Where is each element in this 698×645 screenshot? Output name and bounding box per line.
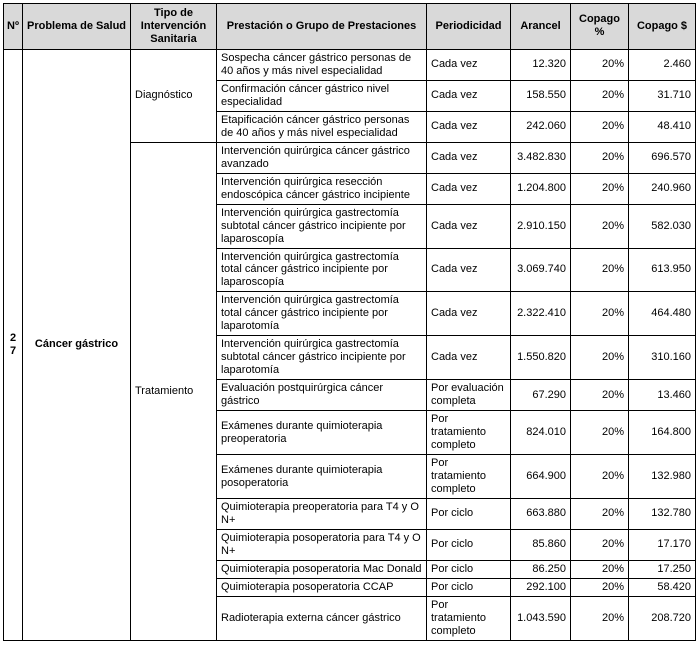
copago-monto-cell: 48.410 (629, 111, 696, 142)
col-header-numero: Nº (4, 4, 23, 50)
copago-pct-cell: 20% (571, 248, 629, 292)
col-header-tipo-intervencion: Tipo de Intervención Sanitaria (131, 4, 217, 50)
periodicidad-cell: Por ciclo (427, 498, 511, 529)
copago-pct-cell: 20% (571, 336, 629, 380)
arancel-cell: 1.204.800 (511, 173, 571, 204)
copago-pct-cell: 20% (571, 173, 629, 204)
periodicidad-cell: Cada vez (427, 173, 511, 204)
header-row (4, 4, 696, 50)
prestacion-cell: Radioterapia externa cáncer gástrico (217, 596, 427, 640)
tipo-intervencion-cell: Tratamiento (131, 142, 217, 640)
arancel-cell: 67.290 (511, 380, 571, 411)
tipo-intervencion-cell: Diagnóstico (131, 49, 217, 142)
copago-pct-cell: 20% (571, 49, 629, 80)
col-header-copago-pct: Copago % (571, 4, 629, 50)
copago-monto-cell: 17.250 (629, 560, 696, 578)
copago-monto-cell: 696.570 (629, 142, 696, 173)
prestacion-cell: Quimioterapia posoperatoria para T4 y O N+ (217, 529, 427, 560)
copago-pct-cell: 20% (571, 380, 629, 411)
periodicidad-cell: Cada vez (427, 292, 511, 336)
copago-pct-cell: 20% (571, 80, 629, 111)
periodicidad-cell: Por ciclo (427, 560, 511, 578)
copago-monto-cell: 582.030 (629, 204, 696, 248)
copago-pct-cell: 20% (571, 292, 629, 336)
copago-monto-cell: 132.780 (629, 498, 696, 529)
prestacion-cell: Intervención quirúrgica gastrectomía subtotal cáncer gástrico incipiente por laparotomía (217, 336, 427, 380)
arancel-cell: 663.880 (511, 498, 571, 529)
arancel-cell: 1.043.590 (511, 596, 571, 640)
arancel-cell: 158.550 (511, 80, 571, 111)
periodicidad-cell: Cada vez (427, 336, 511, 380)
copago-monto-cell: 17.170 (629, 529, 696, 560)
prestacion-cell: Intervención quirúrgica cáncer gástrico avanzado (217, 142, 427, 173)
prestacion-cell: Intervención quirúrgica gastrectomía total cáncer gástrico incipiente por laparotomía (217, 292, 427, 336)
prestacion-cell: Intervención quirúrgica resección endoscópica cáncer gástrico incipiente (217, 173, 427, 204)
prestacion-cell: Evaluación postquirúrgica cáncer gástrico (217, 380, 427, 411)
numero-cell: 27 (4, 49, 23, 640)
copago-pct-cell: 20% (571, 204, 629, 248)
copago-monto-cell: 132.980 (629, 455, 696, 499)
copago-pct-cell: 20% (571, 411, 629, 455)
copago-pct-cell: 20% (571, 111, 629, 142)
periodicidad-cell: Por ciclo (427, 578, 511, 596)
arancel-cell: 2.910.150 (511, 204, 571, 248)
copago-pct-cell: 20% (571, 498, 629, 529)
periodicidad-cell: Cada vez (427, 142, 511, 173)
prestacion-cell: Sospecha cáncer gástrico personas de 40 años y más nivel especialidad (217, 49, 427, 80)
prestacion-cell: Intervención quirúrgica gastrectomía subtotal cáncer gástrico incipiente por laparoscopía (217, 204, 427, 248)
col-header-prestacion: Prestación o Grupo de Prestaciones (217, 4, 427, 50)
copago-monto-cell: 13.460 (629, 380, 696, 411)
arancel-cell: 824.010 (511, 411, 571, 455)
arancel-prestaciones-table (3, 3, 696, 641)
periodicidad-cell: Cada vez (427, 248, 511, 292)
periodicidad-cell: Cada vez (427, 80, 511, 111)
arancel-cell: 3.482.830 (511, 142, 571, 173)
copago-monto-cell: 310.160 (629, 336, 696, 380)
arancel-cell: 242.060 (511, 111, 571, 142)
copago-monto-cell: 464.480 (629, 292, 696, 336)
periodicidad-cell: Por tratamiento completo (427, 455, 511, 499)
periodicidad-cell: Por tratamiento completo (427, 596, 511, 640)
periodicidad-cell: Por evaluación completa (427, 380, 511, 411)
col-header-periodicidad: Periodicidad (427, 4, 511, 50)
periodicidad-cell: Cada vez (427, 49, 511, 80)
table-row (4, 49, 696, 80)
copago-monto-cell: 31.710 (629, 80, 696, 111)
arancel-cell: 85.860 (511, 529, 571, 560)
arancel-cell: 86.250 (511, 560, 571, 578)
col-header-problema-salud: Problema de Salud (23, 4, 131, 50)
col-header-arancel: Arancel (511, 4, 571, 50)
copago-pct-cell: 20% (571, 578, 629, 596)
col-header-copago-monto: Copago $ (629, 4, 696, 50)
prestacion-cell: Quimioterapia posoperatoria CCAP (217, 578, 427, 596)
arancel-cell: 2.322.410 (511, 292, 571, 336)
prestacion-cell: Quimioterapia preoperatoria para T4 y O N+ (217, 498, 427, 529)
prestacion-cell: Etapificación cáncer gástrico personas de 40 años y más nivel especialidad (217, 111, 427, 142)
periodicidad-cell: Por tratamiento completo (427, 411, 511, 455)
copago-pct-cell: 20% (571, 142, 629, 173)
arancel-cell: 1.550.820 (511, 336, 571, 380)
arancel-cell: 292.100 (511, 578, 571, 596)
copago-pct-cell: 20% (571, 455, 629, 499)
copago-monto-cell: 164.800 (629, 411, 696, 455)
periodicidad-cell: Cada vez (427, 204, 511, 248)
prestacion-cell: Confirmación cáncer gástrico nivel especialidad (217, 80, 427, 111)
copago-pct-cell: 20% (571, 529, 629, 560)
copago-monto-cell: 613.950 (629, 248, 696, 292)
prestacion-cell: Quimioterapia posoperatoria Mac Donald (217, 560, 427, 578)
prestacion-cell: Intervención quirúrgica gastrectomía total cáncer gástrico incipiente por laparoscopía (217, 248, 427, 292)
copago-monto-cell: 240.960 (629, 173, 696, 204)
table-header (4, 4, 696, 50)
periodicidad-cell: Cada vez (427, 111, 511, 142)
copago-pct-cell: 20% (571, 560, 629, 578)
copago-pct-cell: 20% (571, 596, 629, 640)
problema-salud-cell: Cáncer gástrico (23, 49, 131, 640)
arancel-cell: 12.320 (511, 49, 571, 80)
copago-monto-cell: 58.420 (629, 578, 696, 596)
arancel-cell: 664.900 (511, 455, 571, 499)
copago-monto-cell: 208.720 (629, 596, 696, 640)
arancel-cell: 3.069.740 (511, 248, 571, 292)
prestacion-cell: Exámenes durante quimioterapia posoperatoria (217, 455, 427, 499)
periodicidad-cell: Por ciclo (427, 529, 511, 560)
table-body (4, 49, 696, 640)
copago-monto-cell: 2.460 (629, 49, 696, 80)
prestacion-cell: Exámenes durante quimioterapia preoperatoria (217, 411, 427, 455)
